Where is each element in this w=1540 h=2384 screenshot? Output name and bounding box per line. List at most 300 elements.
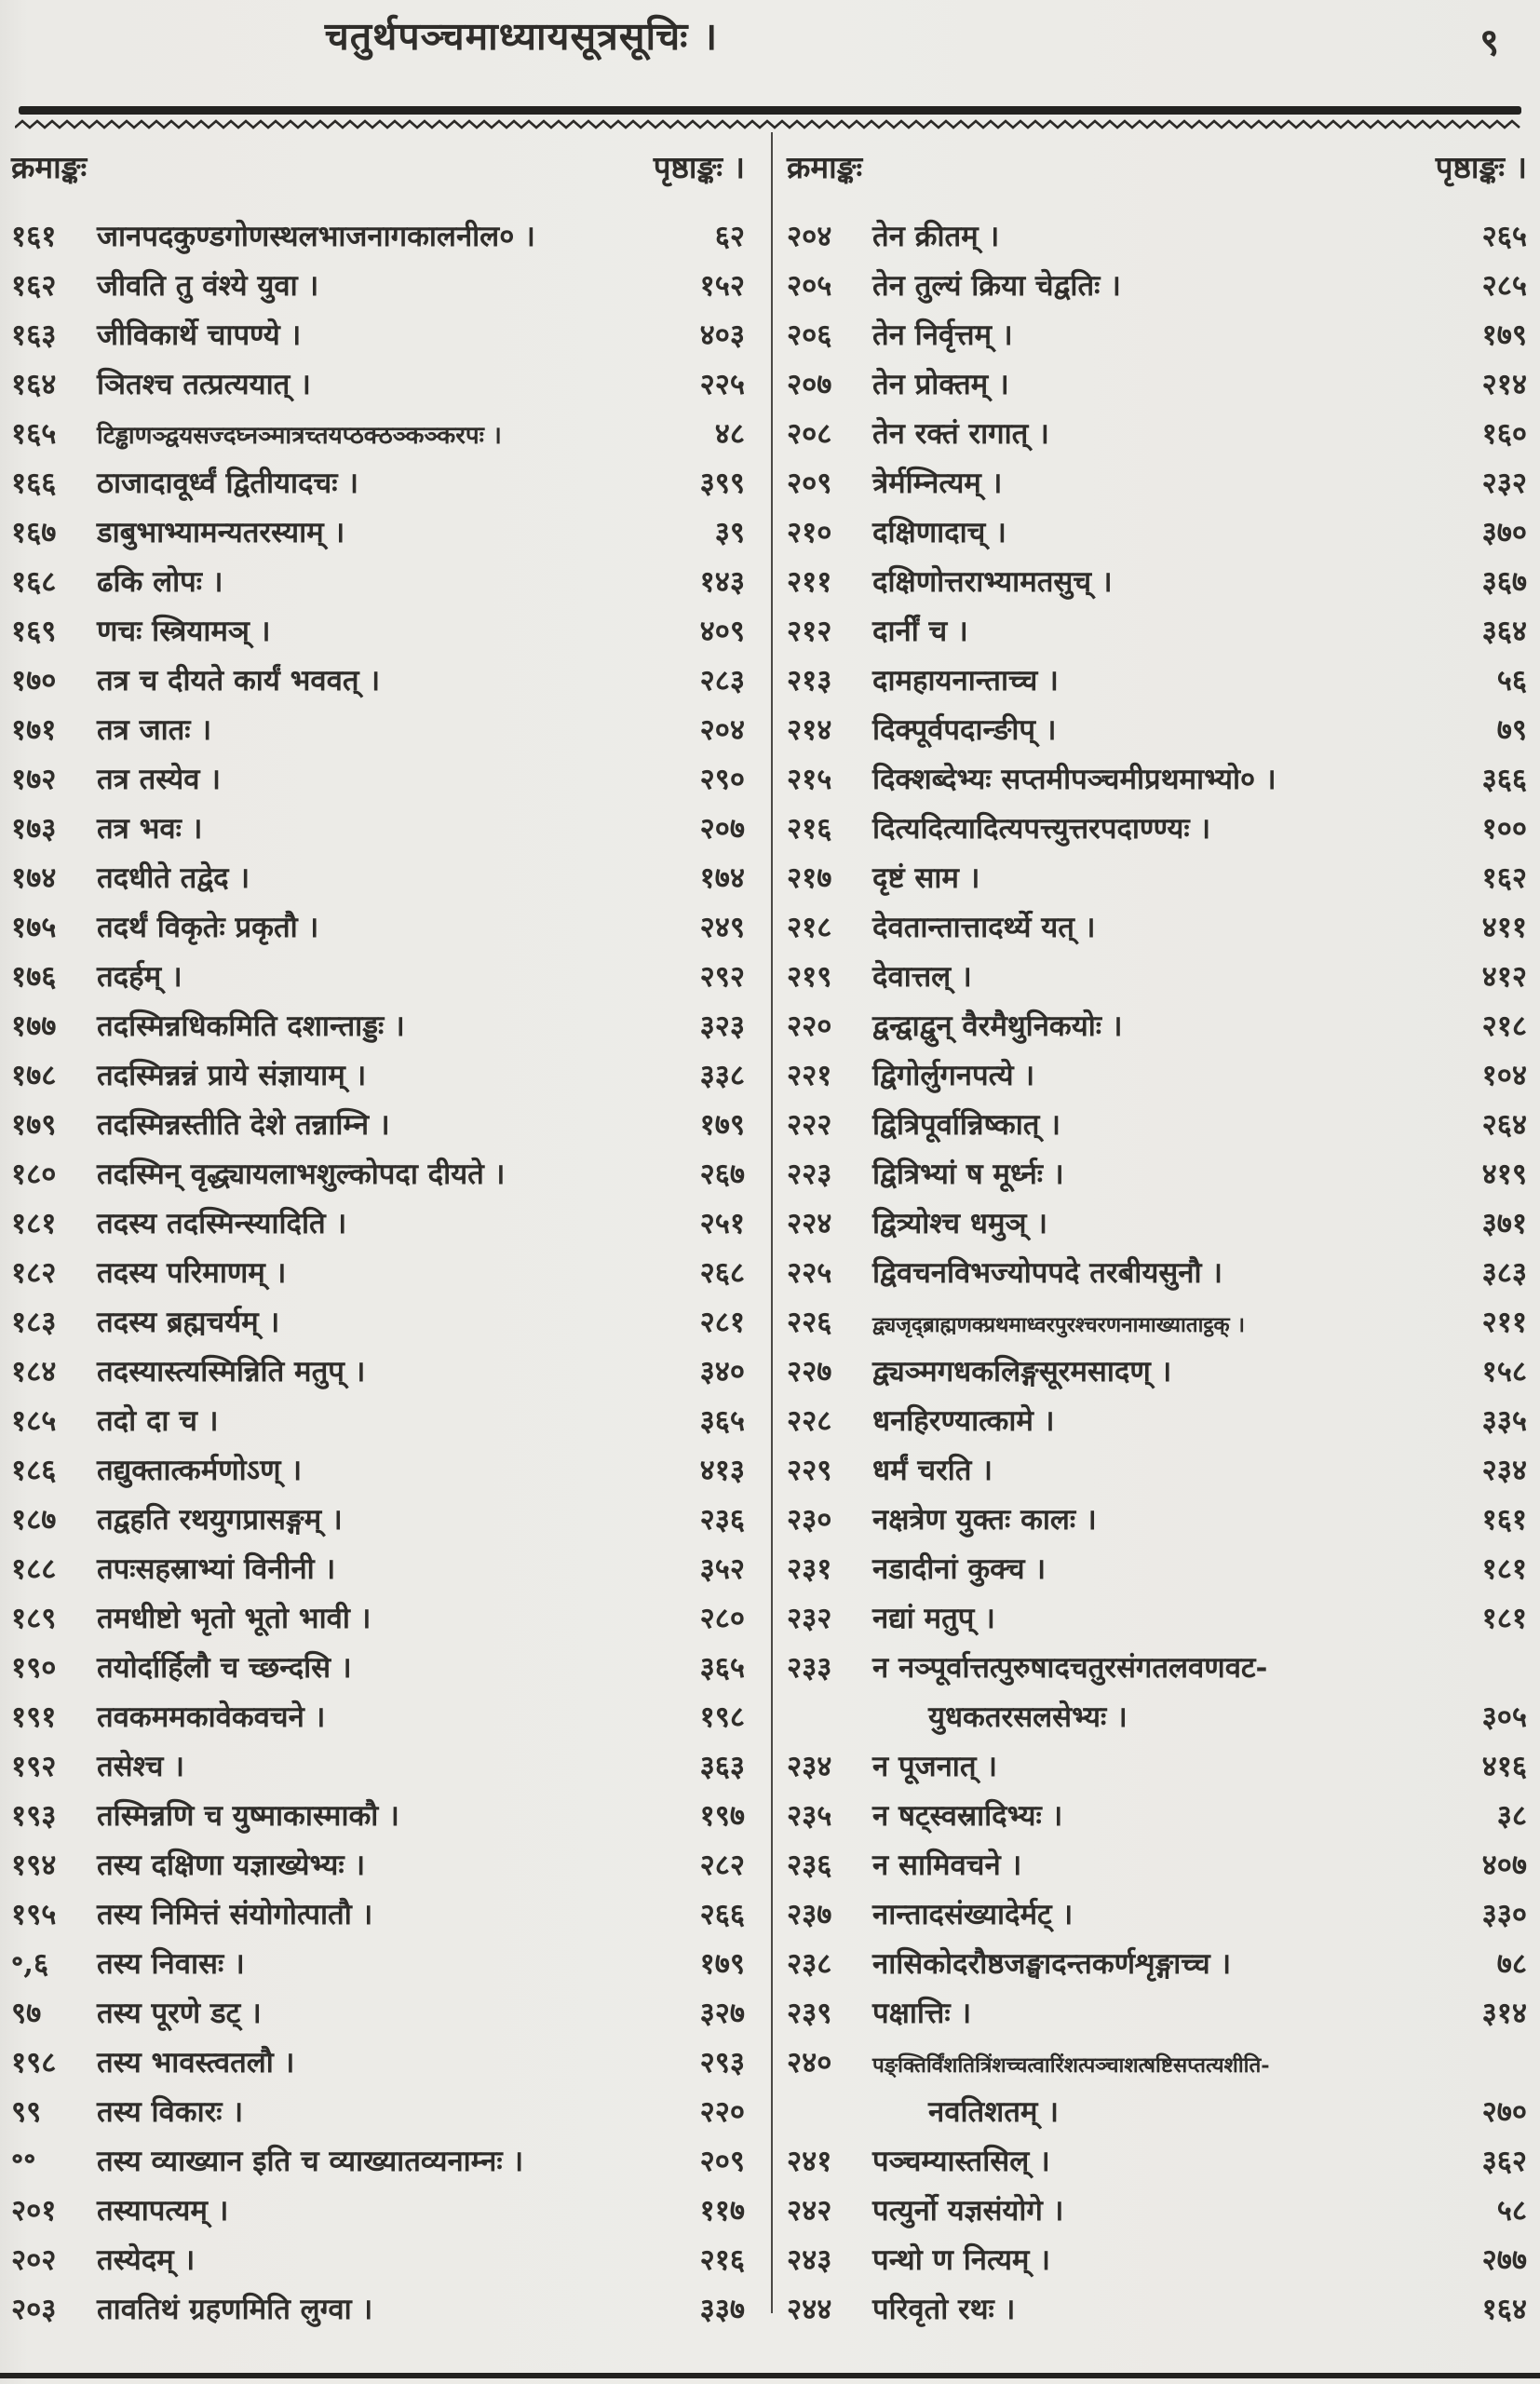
entry-text: तदस्यास्त्यस्मिन्निति मतुप् । xyxy=(97,1355,366,1388)
entry-page: ५८ xyxy=(1496,2194,1527,2228)
entry-number: १६१ xyxy=(11,220,57,253)
entry-number: २२८ xyxy=(787,1404,832,1438)
toc-entry xyxy=(787,566,1527,616)
entry-text: तयोर्दार्हिलौ च च्छन्दसि । xyxy=(97,1651,352,1685)
toc-entry xyxy=(11,1356,745,1405)
entry-number: २२७ xyxy=(787,1355,832,1388)
column-divider xyxy=(771,132,773,2313)
toc-entry xyxy=(787,1899,1527,1948)
toc-entry xyxy=(787,1455,1527,1504)
entry-number: २१८ xyxy=(787,911,832,944)
toc-entry xyxy=(787,2146,1527,2195)
entry-page: १५८ xyxy=(1481,1355,1527,1388)
entry-text: द्वन्द्वाद्वुन् वैरमैथुनिकयोः । xyxy=(872,1009,1123,1043)
entry-page: २२० xyxy=(699,2095,745,2129)
entry-number: २०३ xyxy=(11,2293,57,2326)
entry-text: तस्य व्याख्यान इति च व्याख्यातव्यनाम्नः । xyxy=(97,2145,524,2178)
entry-number: २४३ xyxy=(787,2243,832,2277)
entry-text: नान्तादसंख्यादेर्मट् । xyxy=(872,1898,1074,1931)
entry-page: ४०३ xyxy=(699,318,745,352)
entry-text: तेन क्रीतम् । xyxy=(872,220,1000,253)
entry-number: १९४ xyxy=(11,1849,57,1882)
entry-page: २८० xyxy=(699,1602,745,1635)
toc-entry xyxy=(787,1158,1527,1208)
entry-number: २२० xyxy=(787,1009,832,1043)
toc-entry xyxy=(11,2195,745,2244)
entry-number: २१० xyxy=(787,516,832,549)
entry-number: २०४ xyxy=(787,220,832,253)
entry-page: १५२ xyxy=(699,269,745,303)
toc-entry xyxy=(11,369,745,418)
entry-number: २३७ xyxy=(787,1898,832,1931)
entry-number: १७७ xyxy=(11,1009,57,1043)
entry-number: २३६ xyxy=(787,1849,832,1882)
entry-text: धर्मं चरति । xyxy=(872,1454,993,1487)
wavy-rule-path xyxy=(15,121,1520,128)
entry-text: तस्य विकारः । xyxy=(97,2095,244,2129)
toc-entry xyxy=(11,813,745,862)
toc-entry xyxy=(11,714,745,764)
entry-page: २५१ xyxy=(699,1207,745,1240)
entry-page: ३१४ xyxy=(1481,1997,1527,2030)
entry-number: २२२ xyxy=(787,1108,832,1142)
entry-number: २२५ xyxy=(787,1256,832,1290)
entry-text: ढकि लोपः । xyxy=(97,565,223,599)
kramanka-label: क्रमाङ्कः xyxy=(787,149,863,185)
entry-text: तस्य पूरणे डट् । xyxy=(97,1997,262,2030)
entry-list xyxy=(787,221,1527,2343)
entry-number: २०६ xyxy=(787,318,832,352)
toc-entry xyxy=(11,221,745,270)
entry-text: धनहिरण्यात्कामे । xyxy=(872,1404,1055,1438)
entry-text: तत्र च दीयते कार्यं भववत् । xyxy=(97,664,381,698)
entry-number: २१९ xyxy=(787,960,832,994)
entry-text: तदस्मिन्नन्नं प्राये संज्ञायाम् । xyxy=(97,1059,367,1092)
entry-text: द्विगोर्लुगनपत्ये । xyxy=(872,1059,1035,1092)
toc-entry xyxy=(787,1257,1527,1307)
entry-number: १८२ xyxy=(11,1256,57,1290)
toc-entry xyxy=(787,1208,1527,1257)
entry-page: २१८ xyxy=(1481,1009,1527,1043)
entry-number: २३५ xyxy=(787,1799,832,1833)
toc-entry xyxy=(787,418,1527,467)
toc-entry xyxy=(787,2294,1527,2343)
entry-text: तदस्य परिमाणम् । xyxy=(97,1256,287,1290)
entry-page: २१४ xyxy=(1481,368,1527,401)
wavy-rule xyxy=(15,118,1525,131)
entry-page: ५६ xyxy=(1496,664,1527,698)
entry-text: तमधीष्टो भृतो भूतो भावी । xyxy=(97,1602,371,1635)
toc-entry xyxy=(11,1060,745,1109)
entry-page: २४९ xyxy=(699,911,745,944)
toc-entry xyxy=(11,1010,745,1060)
entry-page: ४१३ xyxy=(699,1454,745,1487)
entry-text: तस्य निमित्तं संयोगोत्पातौ । xyxy=(97,1898,373,1931)
entry-page: १४३ xyxy=(699,565,745,599)
toc-entry xyxy=(787,1356,1527,1405)
toc-entry xyxy=(11,1257,745,1307)
entry-text: पङ्क्तिर्विंशतित्रिंशच्चत्वारिंशत्पञ्चाशत्षष्टिसप्तत्यशीति- xyxy=(872,2053,1270,2078)
entry-text: दित्यदित्यादित्यपत्त्युत्तरपदाण्ण्यः । xyxy=(872,812,1211,846)
toc-entry xyxy=(11,764,745,813)
entry-number: २२६ xyxy=(787,1306,832,1339)
entry-page: २८२ xyxy=(699,1849,745,1882)
toc-entry xyxy=(787,467,1527,517)
toc-entry xyxy=(11,270,745,319)
entry-number: २४२ xyxy=(787,2194,832,2228)
entry-number: १६२ xyxy=(11,269,57,303)
entry-page: २६६ xyxy=(699,1898,745,1931)
entry-text: तदस्मिन्नस्तीति देशे तन्नाम्नि । xyxy=(97,1108,390,1142)
entry-page: २६४ xyxy=(1481,1108,1527,1142)
toc-entry xyxy=(787,270,1527,319)
column-header xyxy=(787,145,1527,187)
entry-text: डाबुभाभ्यामन्यतरस्याम् । xyxy=(97,516,345,549)
toc-entry xyxy=(11,961,745,1010)
toc-entry xyxy=(787,319,1527,369)
entry-number: १८५ xyxy=(11,1404,57,1438)
entry-number: १७२ xyxy=(11,763,57,796)
entry-text: तत्र भवः । xyxy=(97,812,203,846)
entry-text: द्वित्र्योश्च धमुञ् । xyxy=(872,1207,1048,1240)
entry-page: १६४ xyxy=(1481,2293,1527,2326)
entry-page: ३४० xyxy=(699,1355,745,1388)
entry-number: २०२ xyxy=(11,2243,57,2277)
entry-number: २१६ xyxy=(787,812,832,846)
entry-page: १८१ xyxy=(1481,1602,1527,1635)
entry-number: २१३ xyxy=(787,664,832,698)
entry-number: १८९ xyxy=(11,1602,57,1635)
entry-number: १६७ xyxy=(11,516,57,549)
toc-entry xyxy=(11,566,745,616)
entry-text: तस्मिन्नणि च युष्माकास्माकौ । xyxy=(97,1799,399,1833)
entry-number: १९८ xyxy=(11,2046,57,2079)
toc-entry xyxy=(11,517,745,566)
entry-text: टिड्ढाणञ्द्वयसज्दघ्नञ्मात्रच्तयप्ठक्ठञ्कञ्करपः । xyxy=(97,422,502,450)
entry-text: ञितश्च तत्प्रत्ययात् । xyxy=(97,368,311,401)
entry-text: तेन निर्वृत्तम् । xyxy=(872,318,1013,352)
entry-text: तदस्मिन् वृद्ध्यायलाभशुल्कोपदा दीयते । xyxy=(97,1158,506,1191)
entry-page: ३८ xyxy=(1496,1799,1527,1833)
entry-number: १८० xyxy=(11,1158,57,1191)
toc-entry xyxy=(11,1553,745,1603)
thick-rule xyxy=(19,106,1521,115)
entry-page: ३८३ xyxy=(1481,1256,1527,1290)
entry-text: दिक्शब्देभ्यः सप्तमीपञ्चमीप्रथमाभ्यो० । xyxy=(872,763,1277,796)
entry-page: २७७ xyxy=(1481,2243,1527,2277)
toc-entry xyxy=(11,1751,745,1800)
entry-page: ४११ xyxy=(1481,911,1527,944)
entry-text: देवात्तल् । xyxy=(872,960,972,994)
entry-text: न सामिवचने । xyxy=(872,1849,1022,1882)
entry-text: द्वित्रिभ्यां ष मूर्ध्नः । xyxy=(872,1158,1064,1191)
entry-text: पक्षात्तिः । xyxy=(872,1997,972,2030)
toc-entry xyxy=(11,1158,745,1208)
toc-entry xyxy=(11,1208,745,1257)
toc-entry xyxy=(787,714,1527,764)
toc-entry xyxy=(11,2244,745,2294)
entry-page: ३६५ xyxy=(699,1404,745,1438)
entry-text: दामहायनान्ताच्च । xyxy=(872,664,1059,698)
entry-page: २६७ xyxy=(699,1158,745,1191)
entry-number: २२३ xyxy=(787,1158,832,1191)
toc-entry xyxy=(11,1652,745,1701)
entry-page: ३७० xyxy=(1481,516,1527,549)
entry-text: तत्र जातः । xyxy=(97,713,212,747)
entry-text: न पूजनात् । xyxy=(872,1750,998,1783)
entry-number: १९५ xyxy=(11,1898,57,1931)
entry-page: ३६७ xyxy=(1481,565,1527,599)
entry-number: ९९ xyxy=(11,2095,42,2129)
entry-text: त्रेर्मम्नित्यम् । xyxy=(872,467,1003,500)
entry-text: तवकममकावेकवचने । xyxy=(97,1700,326,1734)
entry-number: २४० xyxy=(787,2046,832,2079)
entry-text: युधकतरसलसेभ्यः । xyxy=(928,1700,1128,1734)
entry-page: १८१ xyxy=(1481,1552,1527,1586)
entry-page: ३२३ xyxy=(699,1009,745,1043)
entry-page: ४८ xyxy=(714,417,745,451)
entry-number: २३८ xyxy=(787,1947,832,1981)
entry-number: १८६ xyxy=(11,1454,57,1487)
entry-page: ३३८ xyxy=(699,1059,745,1092)
entry-text: परिवृतो रथः । xyxy=(872,2293,1016,2326)
entry-page: १७९ xyxy=(1481,318,1527,352)
entry-number: १८८ xyxy=(11,1552,57,1586)
toc-entry xyxy=(787,616,1527,665)
entry-page: २३२ xyxy=(1481,467,1527,500)
entry-page: ४१६ xyxy=(1481,1750,1527,1783)
toc-entry xyxy=(787,1060,1527,1109)
toc-entry xyxy=(787,764,1527,813)
entry-page: १०४ xyxy=(1481,1059,1527,1092)
entry-text: नडादीनां कुक्च । xyxy=(872,1552,1047,1586)
entry-text: द्विवचनविभज्योपपदे तरबीयसुनौ । xyxy=(872,1256,1223,1290)
entry-page: १०० xyxy=(1481,812,1527,846)
entry-number: २३१ xyxy=(787,1552,832,1586)
entry-page: ४१२ xyxy=(1481,960,1527,994)
toc-entry xyxy=(11,2047,745,2096)
entry-page: २९२ xyxy=(699,960,745,994)
toc-entry xyxy=(11,1899,745,1948)
entry-number: २१७ xyxy=(787,861,832,895)
toc-entry xyxy=(11,1701,745,1751)
entry-number: १८४ xyxy=(11,1355,57,1388)
entry-page: ३६४ xyxy=(1481,615,1527,648)
entry-page: १९७ xyxy=(699,1799,745,1833)
entry-number: १६३ xyxy=(11,318,57,352)
entry-number: २३४ xyxy=(787,1750,832,1783)
entry-page: ३६५ xyxy=(699,1651,745,1685)
toc-entry xyxy=(11,1504,745,1553)
entry-number: १६९ xyxy=(11,615,57,648)
entry-text: तदधीते तद्वेद । xyxy=(97,861,250,895)
entry-number: १७६ xyxy=(11,960,57,994)
page-number: ९ xyxy=(1479,20,1499,64)
entry-text: तावतिथं ग्रहणमिति लुग्वा । xyxy=(97,2293,373,2326)
toc-entry xyxy=(787,1307,1527,1356)
entry-number: २११ xyxy=(787,565,832,599)
entry-number: १७० xyxy=(11,664,57,698)
toc-column-right xyxy=(787,145,1527,2343)
entry-text: नवतिशतम् । xyxy=(928,2095,1059,2129)
entry-page: २१६ xyxy=(699,2243,745,2277)
toc-entry xyxy=(11,1455,745,1504)
toc-entry xyxy=(11,862,745,912)
entry-number: २१४ xyxy=(787,713,832,747)
entry-text: नक्षत्रेण युक्तः कालः । xyxy=(872,1503,1097,1537)
entry-number: १७१ xyxy=(11,713,57,747)
entry-page: ३३७ xyxy=(699,2293,745,2326)
entry-number: २१५ xyxy=(787,763,832,796)
toc-entry xyxy=(11,1109,745,1158)
toc-entry xyxy=(11,912,745,961)
entry-number: ॰॰ xyxy=(11,2145,36,2178)
entry-text: तत्र तस्येव । xyxy=(97,763,222,796)
toc-entry xyxy=(11,1948,745,1998)
entry-page: २३६ xyxy=(699,1503,745,1537)
entry-page: ६२ xyxy=(714,220,745,253)
entry-page: १७४ xyxy=(699,861,745,895)
toc-entry xyxy=(787,1948,1527,1998)
entry-number: १६४ xyxy=(11,368,57,401)
entry-page: ४१९ xyxy=(1481,1158,1527,1191)
toc-entry-continuation xyxy=(787,2096,1527,2146)
entry-number: २४१ xyxy=(787,2145,832,2178)
toc-entry xyxy=(11,616,745,665)
entry-text: दक्षिणादाच् । xyxy=(872,516,1006,549)
toc-entry xyxy=(787,912,1527,961)
entry-text: दृष्टं साम । xyxy=(872,861,980,895)
entry-text: तेन तुल्यं क्रिया चेद्वतिः । xyxy=(872,269,1121,303)
entry-page: ७९ xyxy=(1496,713,1527,747)
kramanka-label: क्रमाङ्कः xyxy=(11,149,88,185)
entry-number: २४४ xyxy=(787,2293,832,2326)
entry-page: १७९ xyxy=(699,1947,745,1981)
toc-entry xyxy=(787,2047,1527,2096)
toc-entry xyxy=(787,2244,1527,2294)
column-header xyxy=(11,145,745,187)
entry-number: २०१ xyxy=(11,2194,57,2228)
bottom-rule xyxy=(0,2373,1540,2378)
entry-number: २३२ xyxy=(787,1602,832,1635)
entry-page: ४०७ xyxy=(1481,1849,1527,1882)
entry-text: तदर्हम् । xyxy=(97,960,182,994)
entry-text: नासिकोदरौष्ठजङ्घादन्तकर्णशृङ्गाच्च । xyxy=(872,1947,1232,1981)
entry-number: २०५ xyxy=(787,269,832,303)
prsthanka-label: पृष्ठाङ्कः । xyxy=(1435,149,1527,185)
toc-entry xyxy=(787,1998,1527,2047)
entry-page: ३९९ xyxy=(699,467,745,500)
entry-number: २२४ xyxy=(787,1207,832,1240)
entry-text: दिक्पूर्वपदान्ङीप् । xyxy=(872,713,1057,747)
entry-page: २६५ xyxy=(1481,220,1527,253)
entry-text: द्व्यञ्मगधकलिङ्गसूरमसादण् । xyxy=(872,1355,1172,1388)
entry-text: पञ्चम्यास्तसिल् । xyxy=(872,2145,1050,2178)
toc-entry xyxy=(11,665,745,714)
entry-number: १६८ xyxy=(11,565,57,599)
entry-number: २३९ xyxy=(787,1997,832,2030)
entry-number: १७९ xyxy=(11,1108,57,1142)
toc-entry xyxy=(787,1849,1527,1899)
entry-number: २०७ xyxy=(787,368,832,401)
entry-number: २१२ xyxy=(787,615,832,648)
toc-entry xyxy=(787,1405,1527,1455)
toc-entry xyxy=(787,1553,1527,1603)
entry-page: २६८ xyxy=(699,1256,745,1290)
toc-entry xyxy=(787,517,1527,566)
entry-text: तदर्थं विकृतेः प्रकृतौ । xyxy=(97,911,319,944)
entry-text: तद्युक्तात्कर्मणोऽण् । xyxy=(97,1454,303,1487)
entry-number: २३३ xyxy=(787,1651,832,1685)
toc-entry xyxy=(11,2096,745,2146)
toc-entry xyxy=(787,369,1527,418)
toc-entry xyxy=(11,1603,745,1652)
entry-page: २२५ xyxy=(699,368,745,401)
entry-number: १६६ xyxy=(11,467,57,500)
entry-number: १८१ xyxy=(11,1207,57,1240)
toc-entry xyxy=(787,1109,1527,1158)
entry-page: ११७ xyxy=(699,2194,745,2228)
entry-text: न षट्स्वस्रादिभ्यः । xyxy=(872,1799,1063,1833)
entry-text: तद्वहति रथयुगप्रासङ्गम् । xyxy=(97,1503,343,1537)
entry-page: २०४ xyxy=(699,713,745,747)
entry-number: २३० xyxy=(787,1503,832,1537)
entry-page: १६२ xyxy=(1481,861,1527,895)
page-title: चतुर्थपञ्चमाध्यायसूत्रसूचिः । xyxy=(324,14,719,59)
entry-list xyxy=(11,221,745,2343)
entry-page: २८५ xyxy=(1481,269,1527,303)
entry-page: ३६३ xyxy=(699,1750,745,1783)
toc-entry xyxy=(11,1998,745,2047)
entry-page: २७० xyxy=(1481,2095,1527,2129)
entry-page: ३३५ xyxy=(1481,1404,1527,1438)
entry-page: २०७ xyxy=(699,812,745,846)
entry-page: २११ xyxy=(1481,1306,1527,1339)
entry-page: ३२७ xyxy=(699,1997,745,2030)
entry-text: पन्थो ण नित्यम् । xyxy=(872,2243,1051,2277)
entry-text: द्व्यजृद्ब्राह्मणक्प्रथमाध्वरपुरश्चरणनामाख्याताट्ठक् । xyxy=(872,1313,1246,1337)
entry-text: न नञ्पूर्वात्तत्पुरुषादचतुरसंगतलवणवट- xyxy=(872,1651,1268,1685)
entry-text: पत्युर्नो यज्ञसंयोगे । xyxy=(872,2194,1064,2228)
entry-number: १९२ xyxy=(11,1750,57,1783)
toc-entry xyxy=(787,1751,1527,1800)
entry-number: १७५ xyxy=(11,911,57,944)
entry-page: ७८ xyxy=(1496,1947,1527,1981)
entry-number: १७८ xyxy=(11,1059,57,1092)
entry-text: जानपदकुण्डगोणस्थलभाजनागकालनील० । xyxy=(97,220,535,253)
entry-text: तेन प्रोक्तम् । xyxy=(872,368,1009,401)
entry-text: दक्षिणोत्तराभ्यामतसुच् । xyxy=(872,565,1113,599)
entry-number: १८७ xyxy=(11,1503,57,1537)
entry-page: ४०९ xyxy=(699,615,745,648)
entry-number: १९३ xyxy=(11,1799,57,1833)
entry-number: २०८ xyxy=(787,417,832,451)
entry-page: ३७१ xyxy=(1481,1207,1527,1240)
entry-text: तदस्य तदस्मिन्स्यादिति । xyxy=(97,1207,347,1240)
toc-entry xyxy=(11,1849,745,1899)
toc-entry xyxy=(787,1800,1527,1849)
entry-number: २२९ xyxy=(787,1454,832,1487)
toc-entry xyxy=(11,1307,745,1356)
toc-entry xyxy=(787,221,1527,270)
toc-entry xyxy=(787,961,1527,1010)
entry-text: जीविकार्थे चापण्ये । xyxy=(97,318,302,352)
entry-text: तेन रक्तं रागात् । xyxy=(872,417,1049,451)
toc-entry xyxy=(787,813,1527,862)
entry-number: १६५ xyxy=(11,417,57,451)
toc-entry xyxy=(11,418,745,467)
entry-number: १७४ xyxy=(11,861,57,895)
